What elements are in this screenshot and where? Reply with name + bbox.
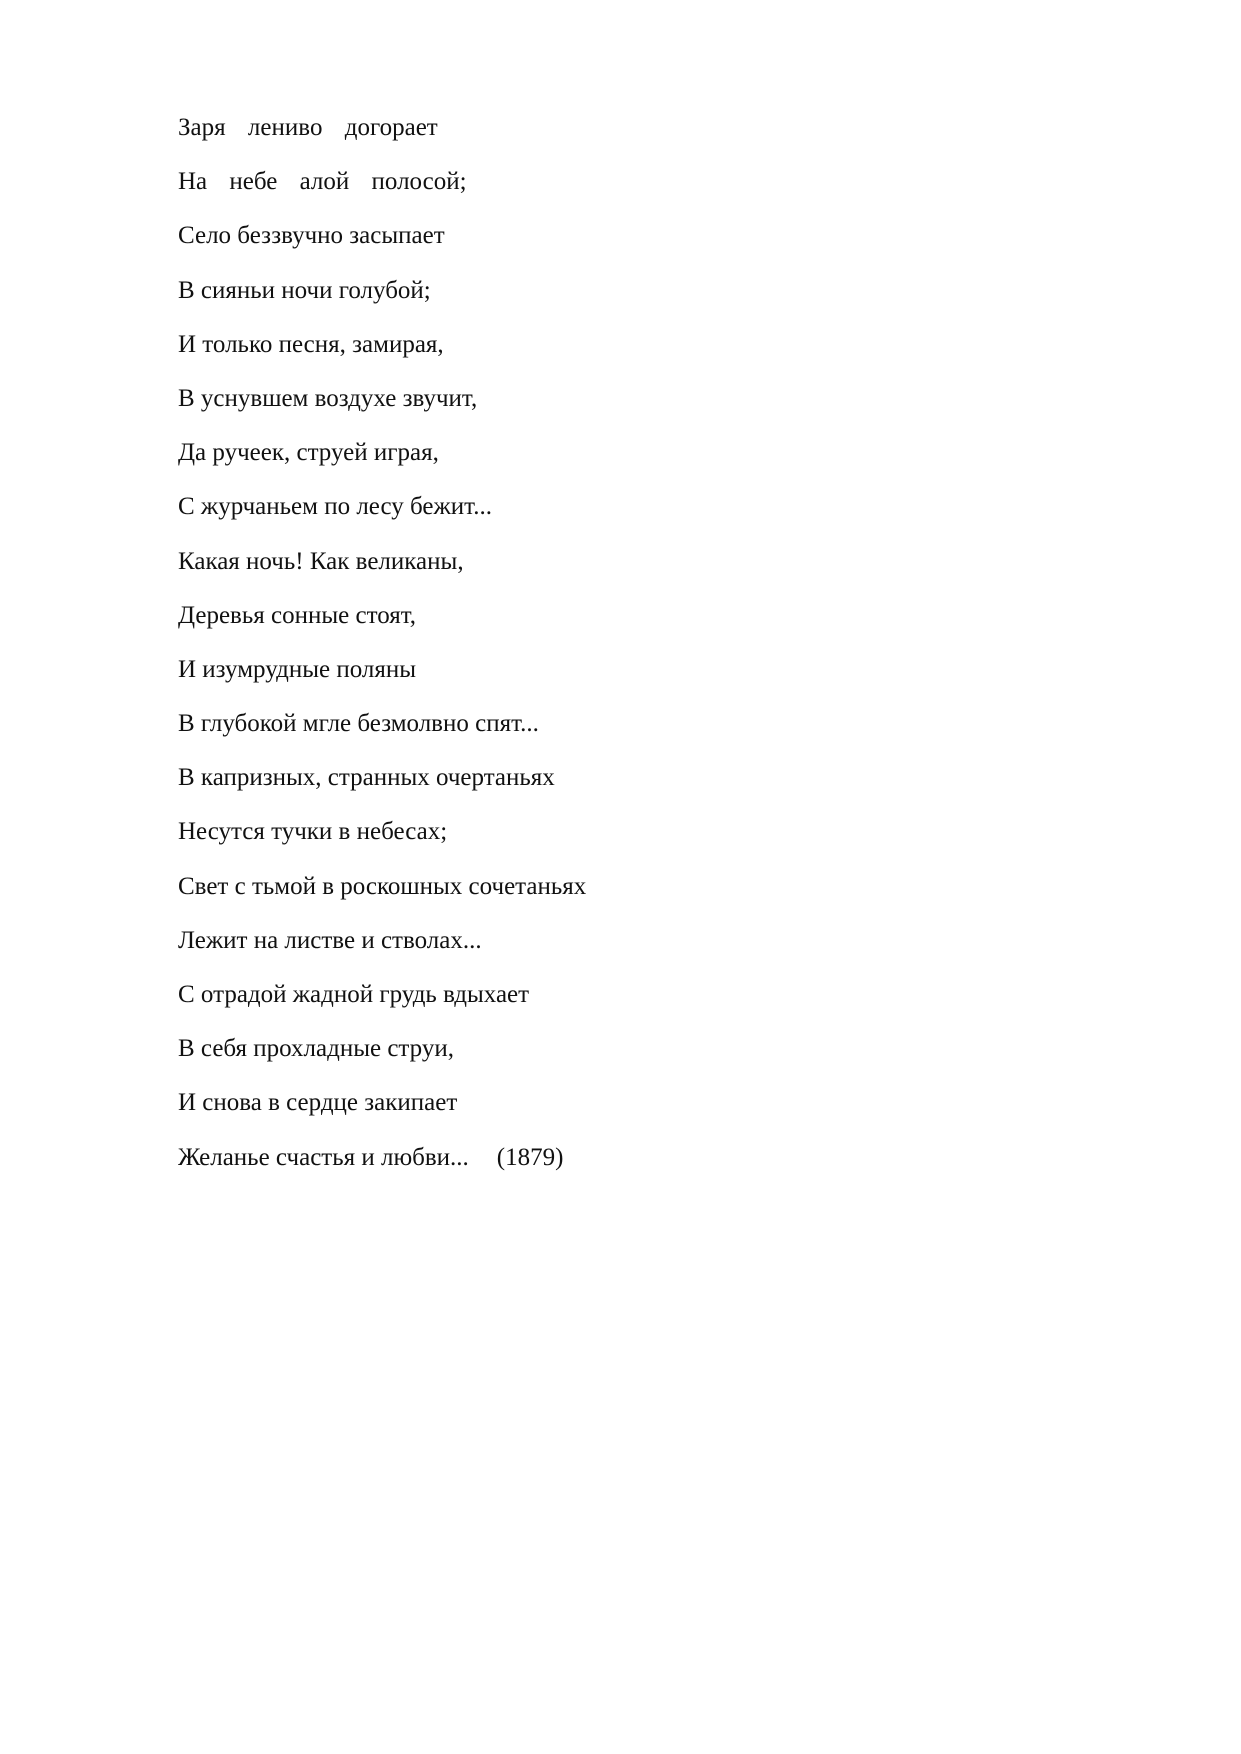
poem-year: (1879): [496, 1143, 564, 1171]
poem-line: В глубокой мгле безмолвно спят...: [178, 710, 539, 738]
poem-line: Деревья сонные стоят,: [178, 601, 417, 629]
poem-text: [178, 113, 586, 1197]
poem-line: Желанье счастья и любви... (1879): [178, 1143, 564, 1171]
poem-line: На небе алой полосой;: [178, 168, 467, 196]
poem-line: Лежит на листве и стволах...: [178, 926, 482, 954]
poem-line: Да ручеек, струей играя,: [178, 439, 439, 467]
poem-line: И изумрудные поляны: [178, 655, 417, 683]
poem-line: С отрадой жадной грудь вдыхает: [178, 981, 530, 1008]
poem-line: Какая ночь! Как великаны,: [178, 547, 464, 575]
poem-line: И снова в сердце закипает: [178, 1089, 458, 1117]
poem-line: Село беззвучно засыпает: [178, 222, 445, 250]
poem-line: Заря ленивo догорает: [178, 114, 438, 141]
poem-line: С журчаньем по лесу бежит...: [178, 493, 492, 521]
poem-line: Свет с тьмой в роскошных сочетаньях: [178, 872, 587, 900]
poem-line: В сияньи ночи голубой;: [178, 276, 431, 304]
poem-line: Несутся тучки в небесах;: [178, 818, 448, 846]
poem-line: В капризных, странных очертаньях: [178, 764, 555, 792]
poem-line: В себя прохладные струи,: [178, 1035, 454, 1063]
poem-line: В уснувшем воздухе звучит,: [178, 384, 478, 412]
poem-line: И только песня, замирая,: [178, 330, 444, 358]
